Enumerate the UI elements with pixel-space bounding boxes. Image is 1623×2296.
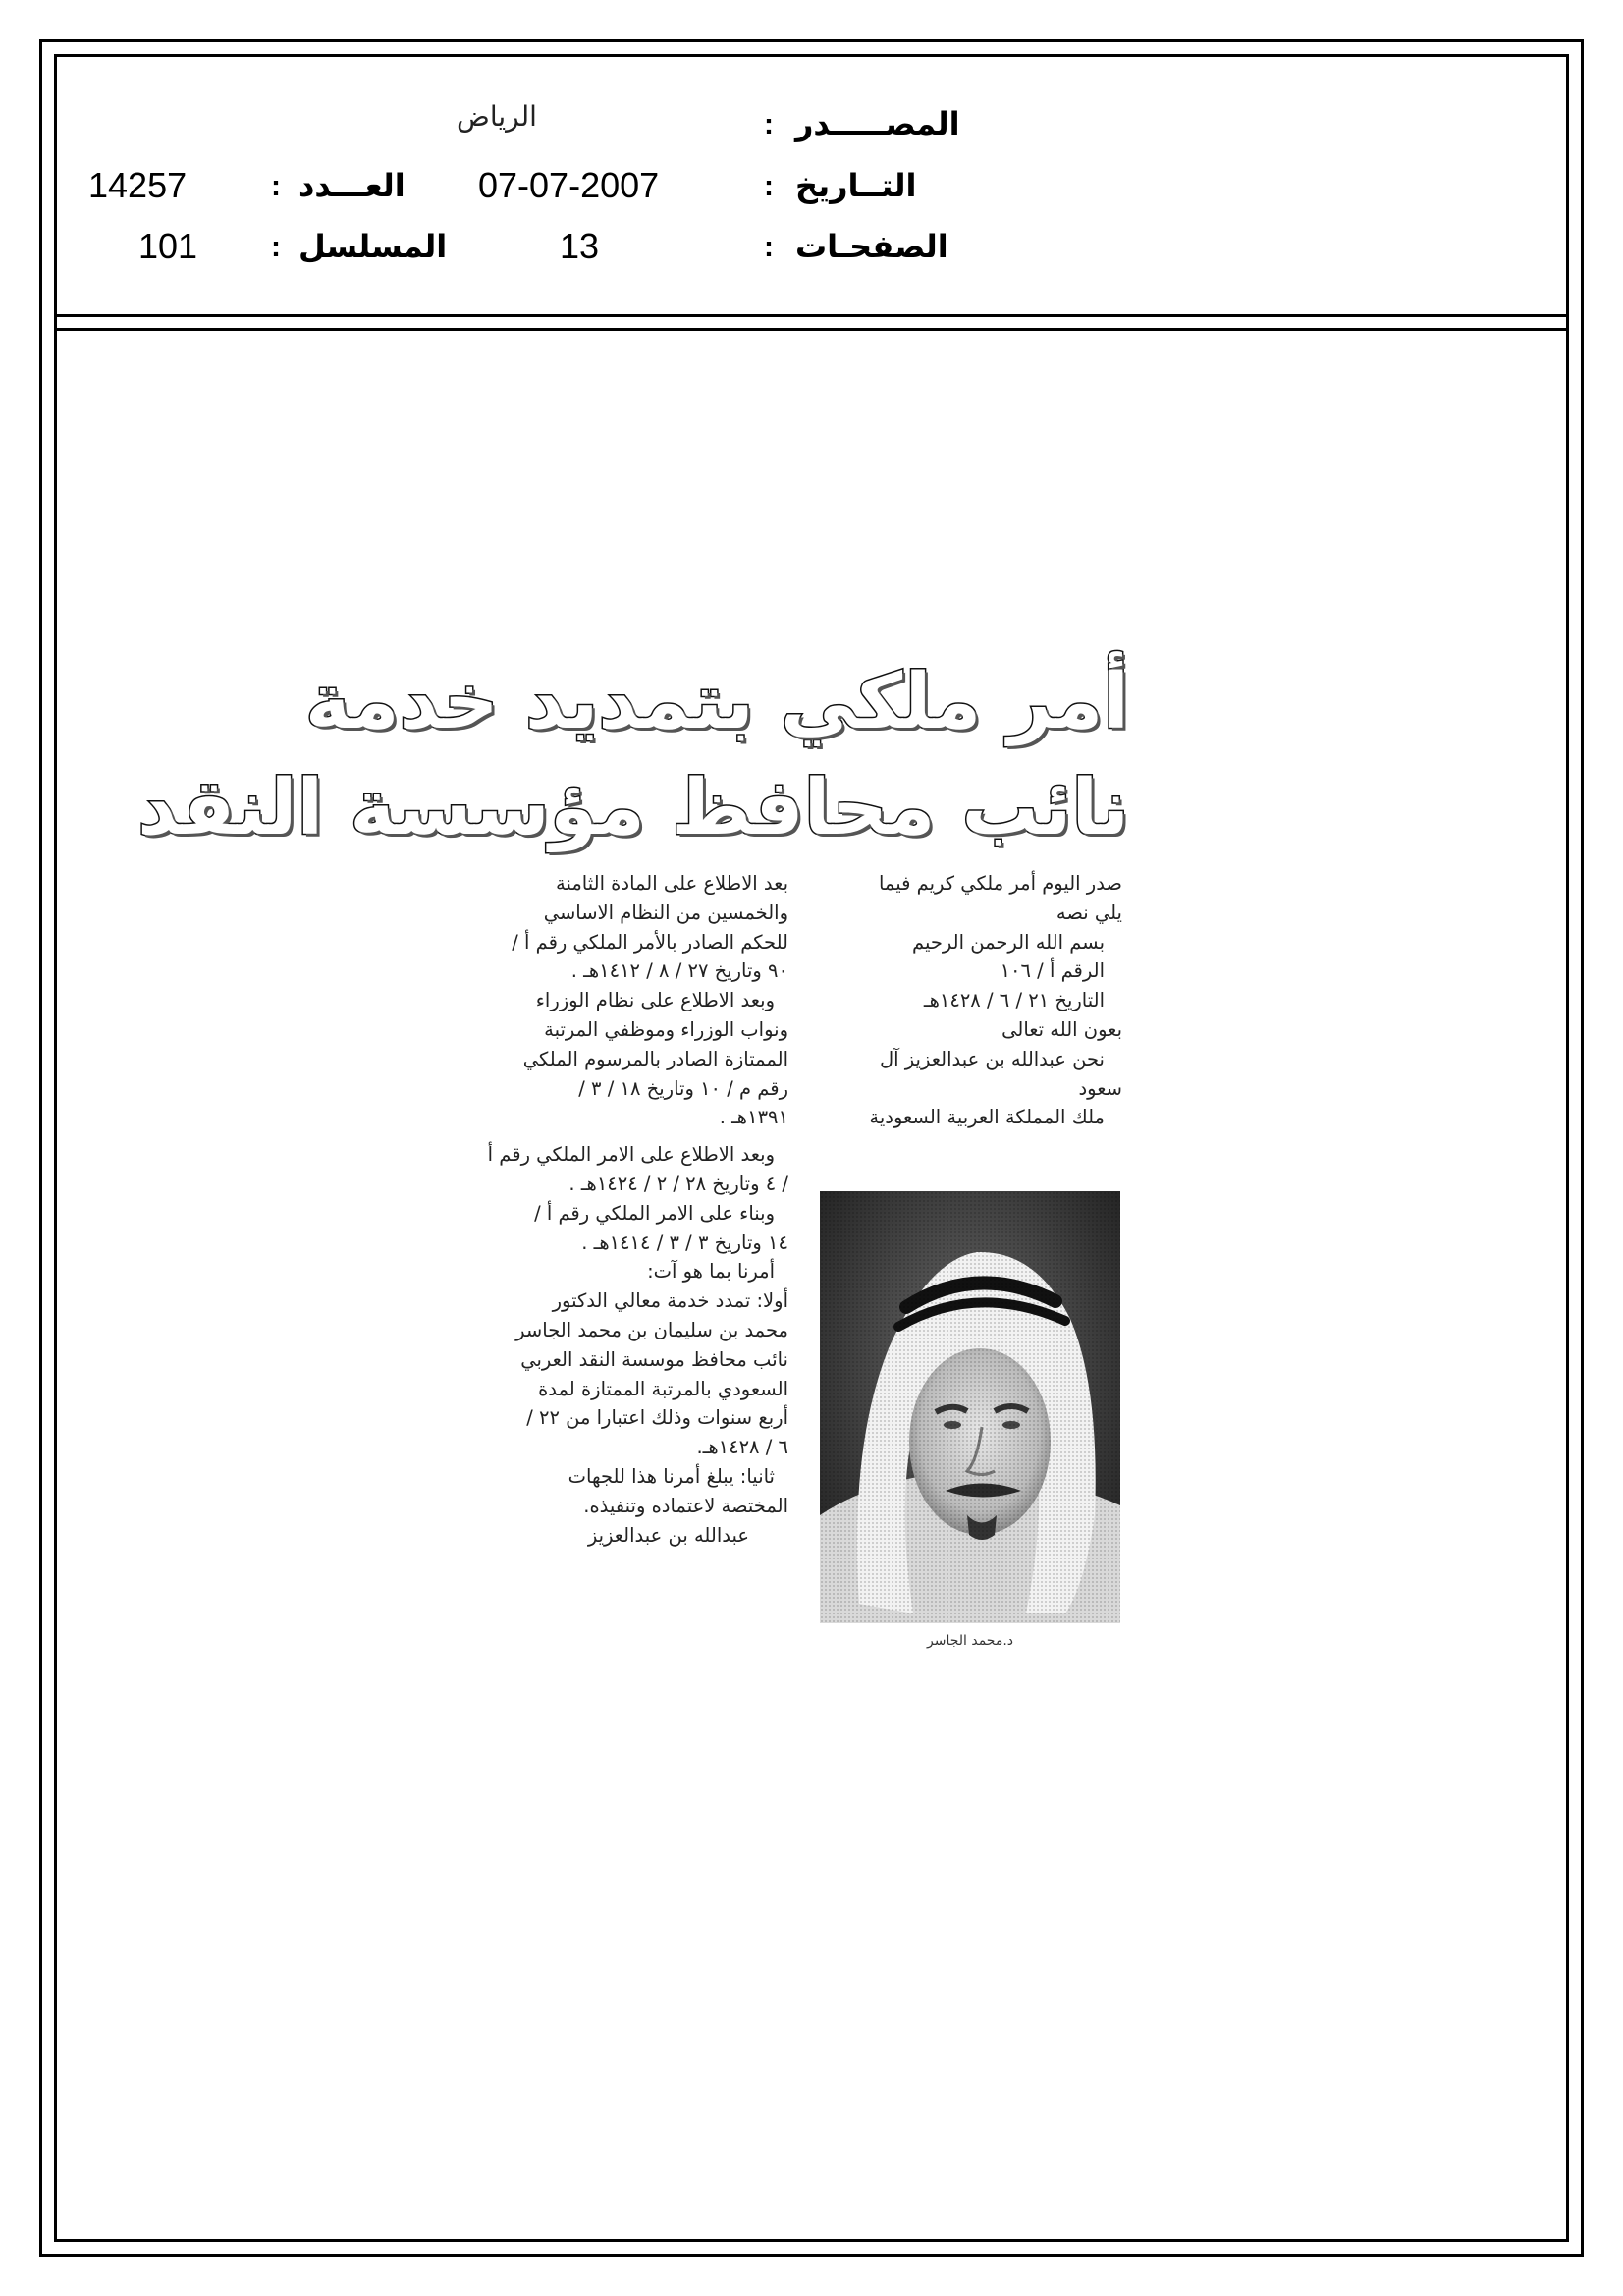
serial-value: 101 <box>138 226 198 266</box>
left-column-line: أولا: تمدد خدمة معالي الدكتور <box>552 1289 788 1313</box>
pages-value: 13 <box>560 226 600 266</box>
right-column-line: صدر اليوم أمر ملكي كريم فيما <box>878 872 1122 895</box>
right-column-line: يلي نصه <box>1055 901 1122 924</box>
article-left-column <box>476 869 788 1550</box>
source-colon: : <box>764 108 774 140</box>
left-column-line: أمرنا بما هو آت: <box>647 1260 775 1284</box>
source-value: الرياض <box>457 100 537 133</box>
right-column-line: نحن عبدالله بن عبدالعزيز آل <box>879 1047 1105 1070</box>
left-column-line: رقم م / ١٠ وتاريخ ١٨ / ٣ / <box>578 1076 788 1100</box>
left-column-line: ١٤ وتاريخ ٣ / ٣ / ١٤١٤هـ . <box>581 1230 788 1254</box>
date-label: التــاريخ <box>795 167 917 204</box>
left-column-line: ٩٠ وتاريخ ٢٧ / ٨ / ١٤١٢هـ . <box>570 959 788 983</box>
left-column-line: ١٣٩١هـ . <box>719 1106 788 1129</box>
header-divider <box>54 314 1569 317</box>
serial-colon: : <box>271 231 281 263</box>
date-value: 07-07-2007 <box>478 165 660 205</box>
date-colon: : <box>764 170 774 202</box>
left-column-line: وبعد الاطلاع على نظام الوزراء <box>535 989 775 1012</box>
pages-label: الصفحـات <box>795 228 948 265</box>
left-column-line: ثانيا: يبلغ أمرنا هذا للجهات <box>568 1464 775 1488</box>
left-column-line: أربع سنوات وذلك اعتبارا من ٢٢ / <box>526 1406 788 1430</box>
right-column-line: الرقم أ / ١٠٦ <box>1000 959 1105 983</box>
left-column-line: ونواب الوزراء وموظفي المرتبة <box>544 1017 788 1041</box>
pages-colon: : <box>764 231 774 263</box>
left-column-line: وبناء على الامر الملكي رقم أ / <box>534 1201 775 1225</box>
article-right-column <box>823 869 1122 1132</box>
right-column-line: التاريخ ٢١ / ٦ / ١٤٢٨هـ <box>923 989 1105 1012</box>
left-column-line: / ٤ وتاريخ ٢٨ / ٢ / ١٤٢٤هـ . <box>568 1172 788 1195</box>
inner-frame <box>54 54 1569 2242</box>
left-column-line: نائب محافظ موسسة النقد العربي <box>520 1347 788 1371</box>
portrait-illustration <box>820 1191 1120 1623</box>
right-column-line: ملك المملكة العربية السعودية <box>869 1106 1105 1129</box>
signature-line: عبدالله بن عبدالعزيز <box>587 1523 749 1547</box>
header-divider-double <box>54 328 1569 331</box>
source-label: المصـــــدر <box>795 105 960 142</box>
portrait-photo <box>820 1191 1120 1623</box>
left-column-line: بعد الاطلاع على المادة الثامنة <box>556 872 788 895</box>
left-column-line: السعودي بالمرتبة الممتازة لمدة <box>538 1377 788 1400</box>
left-column-line: المختصة لاعتماده وتنفيذه. <box>583 1494 788 1517</box>
headline-line-1: أمر ملكي بتمديد خدمة <box>304 658 1129 746</box>
right-column-line: سعود <box>1078 1076 1122 1100</box>
left-column-line: محمد بن سليمان بن محمد الجاسر <box>515 1318 788 1341</box>
right-column-line: بعون الله تعالى <box>1001 1017 1122 1041</box>
right-column-line: بسم الله الرحمن الرحيم <box>912 930 1105 954</box>
left-column-line: والخمسين من النظام الاساسي <box>543 901 788 924</box>
issue-colon: : <box>271 170 281 202</box>
left-column-line: الممتازة الصادر بالمرسوم الملكي <box>522 1047 788 1070</box>
headline-line-2: نائب محافظ مؤسسة النقد <box>137 764 1129 852</box>
left-column-line: ٦ / ١٤٢٨هـ. <box>696 1436 788 1459</box>
photo-caption: د.محمد الجاسر <box>926 1633 1014 1649</box>
issue-label: العـــدد <box>298 167 406 204</box>
left-column-line: وبعد الاطلاع على الامر الملكي رقم أ <box>487 1143 775 1167</box>
left-column-line: للحكم الصادر بالأمر الملكي رقم أ / <box>512 930 788 954</box>
serial-label: المسلسل <box>298 228 448 265</box>
issue-value: 14257 <box>88 165 188 205</box>
